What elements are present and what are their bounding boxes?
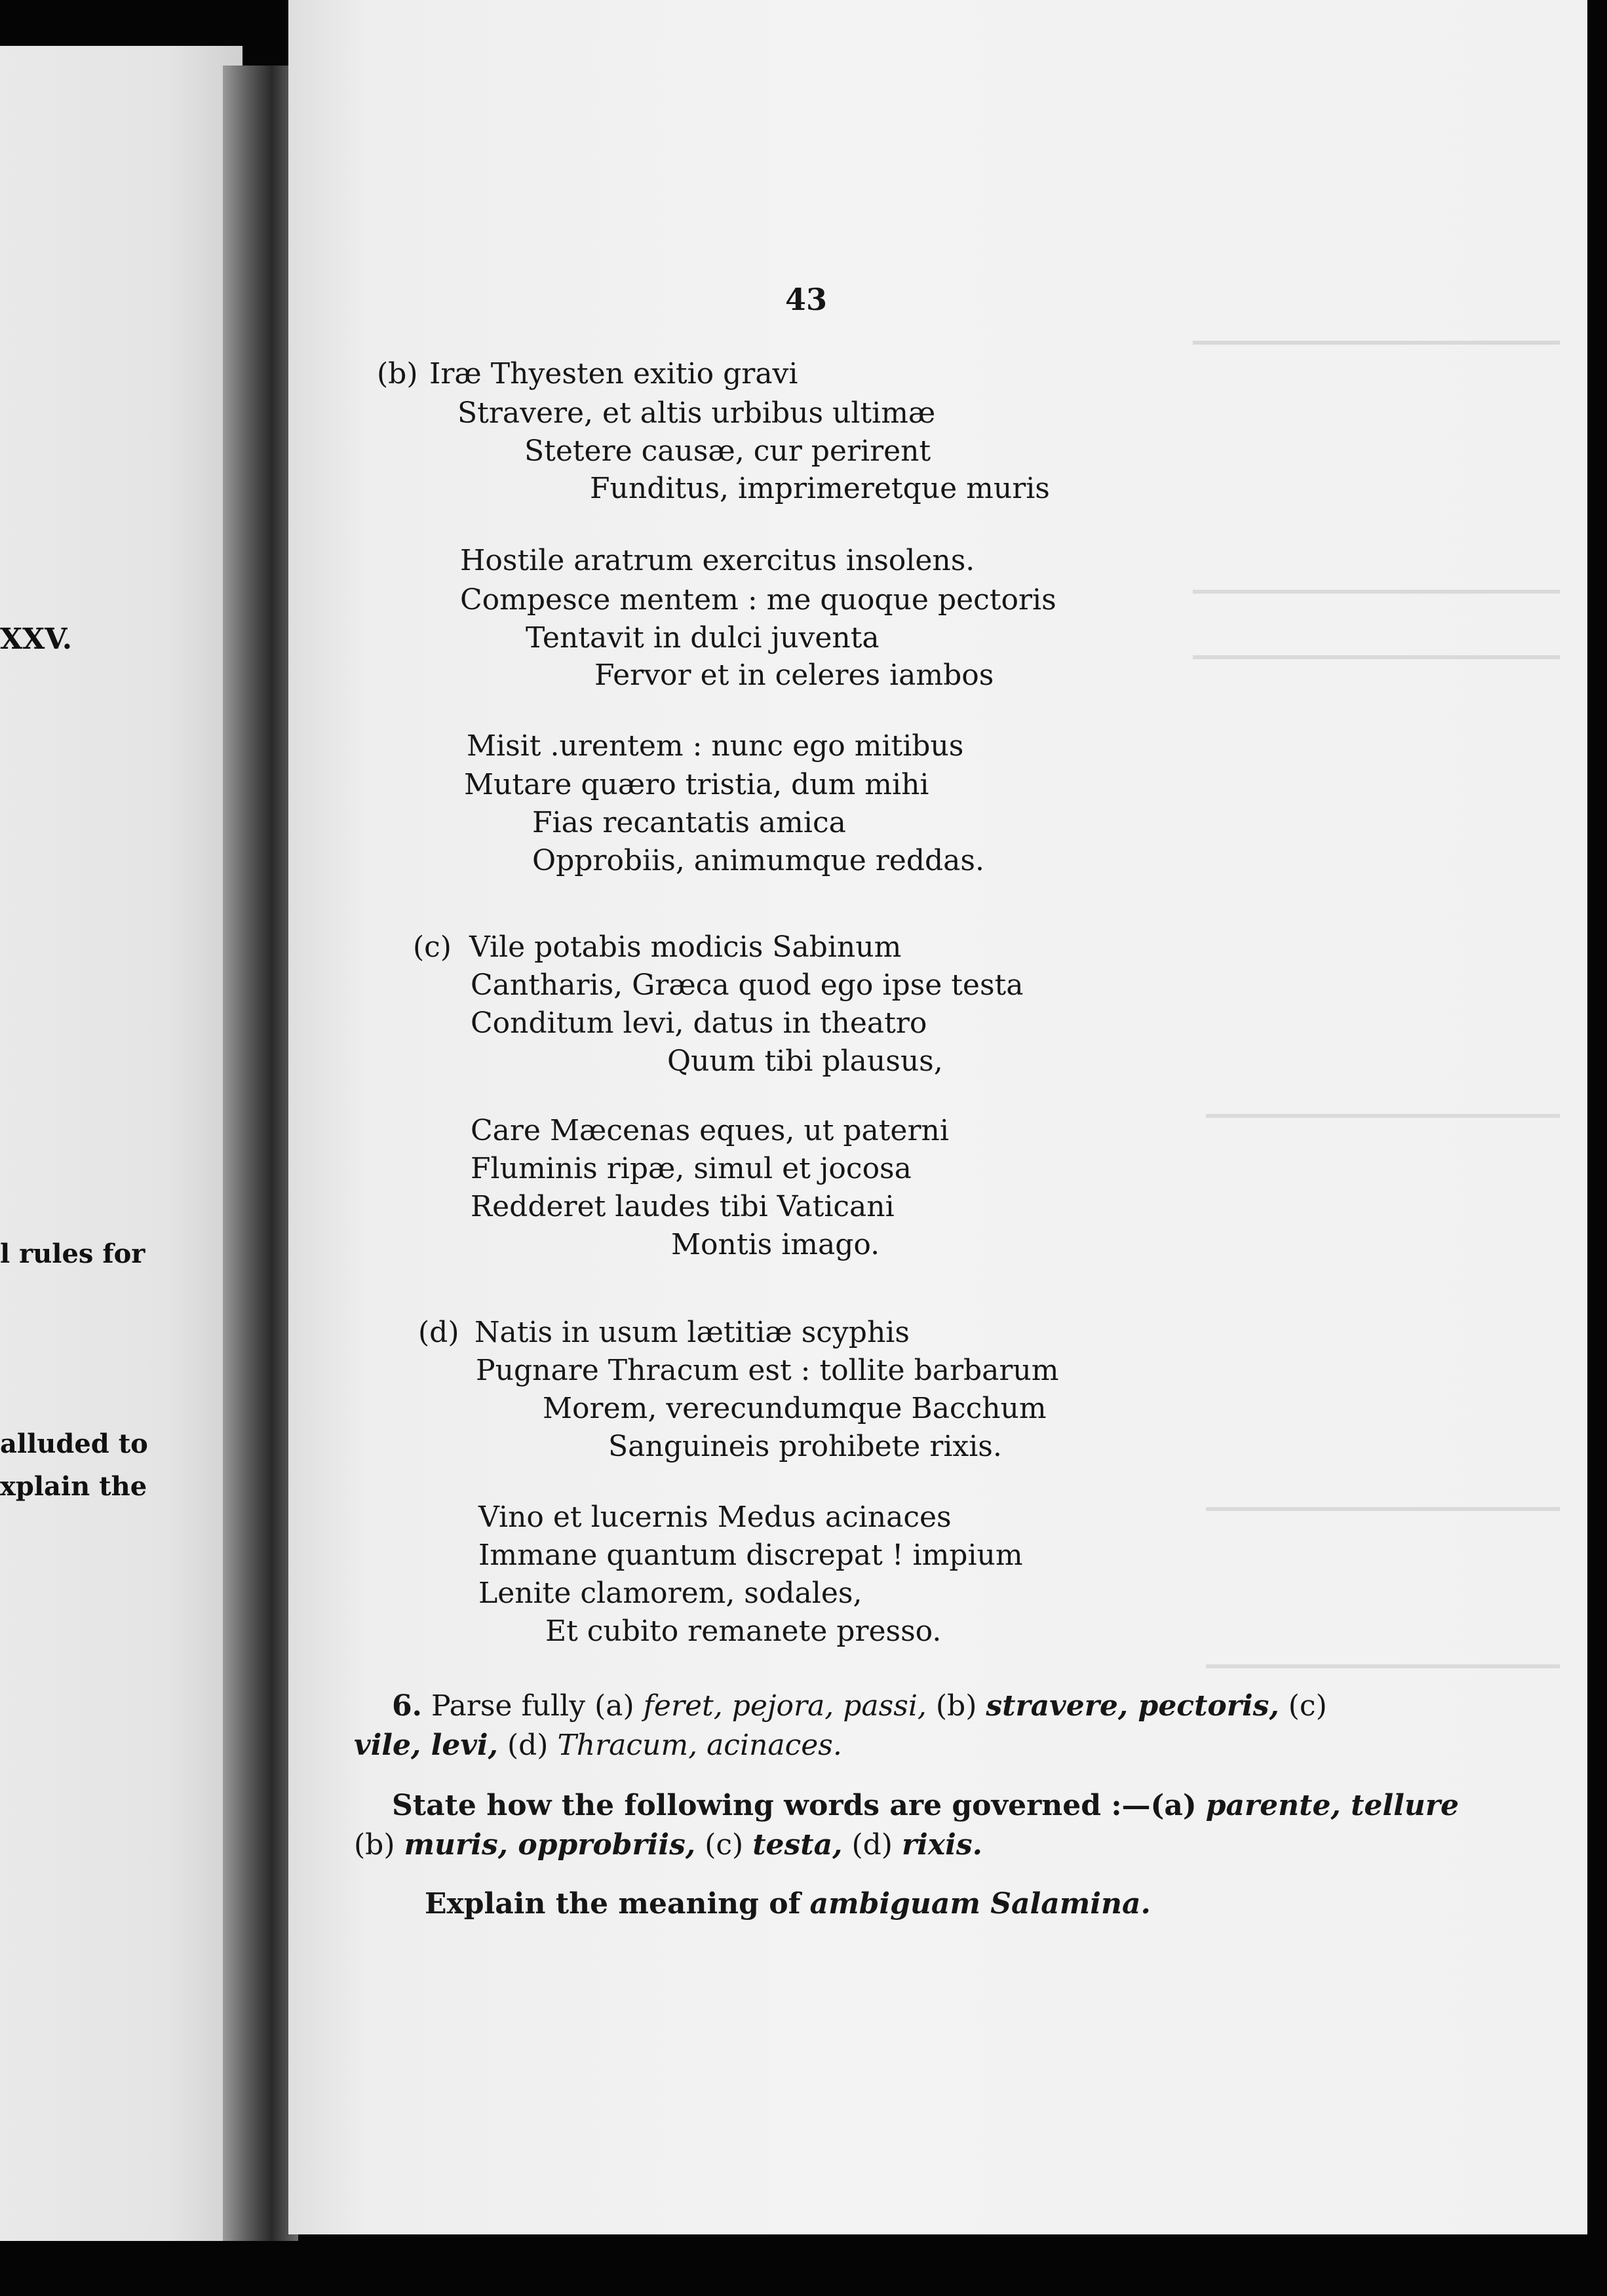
latin-words: feret, pejora, passi, <box>643 1689 927 1723</box>
verse-line: Et cubito remanete presso. <box>545 1615 942 1648</box>
verse-line: Stravere, et altis urbibus ultimæ <box>457 396 936 430</box>
latin-words: Thracum, acinaces. <box>557 1729 842 1762</box>
left-page-fragment: l rules for <box>0 1238 145 1269</box>
verse-line: Sanguineis prohibete rixis. <box>608 1430 1002 1463</box>
option-label: (d) <box>507 1729 549 1762</box>
verse-line: Fias recantatis amica <box>532 806 846 839</box>
latin-words: parente, tellure <box>1205 1789 1460 1822</box>
verse-line: Pugnare Thracum est : tollite barbarum <box>476 1354 1059 1387</box>
verse-line: Cantharis, Græca quod ego ipse testa <box>471 968 1024 1002</box>
verse-line: Opprobiis, animumque reddas. <box>532 844 984 877</box>
verse-line: Misit .urentem : nunc ego mitibus <box>467 729 964 763</box>
verse-line: Mutare quæro tristia, dum mihi <box>464 768 929 801</box>
left-facing-page <box>0 46 242 2241</box>
verse-line: Redderet laudes tibi Vaticani <box>471 1190 895 1223</box>
verse-line: Compesce mentem : me quoque pectoris <box>460 583 1056 617</box>
stanza-label: (c) <box>413 930 452 964</box>
latin-words: ambiguam Salamina. <box>809 1887 1151 1921</box>
question-text: State how the following words are governed :—(a) <box>392 1789 1197 1822</box>
latin-words: vile, levi, <box>354 1729 498 1762</box>
verse-line: Fervor et in celeres iambos <box>594 659 994 692</box>
verse-line: Natis in usum lætitiæ scyphis <box>474 1316 910 1349</box>
verse-line: Fluminis ripæ, simul et jocosa <box>471 1152 912 1185</box>
verse-line: Vile potabis modicis Sabinum <box>469 930 902 964</box>
verse-line: Quum tibi plausus, <box>667 1044 943 1078</box>
question-6-state-line <box>392 1789 1459 1822</box>
page-number: 43 <box>785 282 828 317</box>
verse-line: Hostile aratrum exercitus insolens. <box>460 544 975 577</box>
verse-line: Iræ Thyesten exitio gravi <box>429 357 798 391</box>
question-number: 6. <box>392 1689 422 1723</box>
latin-words: testa, <box>752 1828 843 1862</box>
option-label: (a) <box>594 1689 634 1723</box>
book-gutter <box>223 66 298 2241</box>
option-label: (b) <box>935 1689 977 1723</box>
main-page <box>288 0 1587 2234</box>
left-page-fragment: XXV. <box>0 622 73 656</box>
question-6-parse-line-2 <box>354 1729 842 1762</box>
option-label: (c) <box>705 1828 744 1862</box>
question-6-parse-line <box>392 1689 1327 1723</box>
verse-line: Montis imago. <box>671 1228 880 1261</box>
stanza-label: (b) <box>377 357 418 391</box>
latin-words: stravere, pectoris, <box>986 1689 1279 1723</box>
verse-line: Immane quantum discrepat ! impium <box>478 1539 1023 1572</box>
stanza-label: (d) <box>418 1316 459 1349</box>
question-6-explain-line <box>425 1887 1151 1921</box>
verse-line: Funditus, imprimeretque muris <box>590 472 1050 505</box>
verse-line: Tentavit in dulci juventa <box>526 621 880 655</box>
question-text: Explain the meaning of <box>425 1887 801 1921</box>
option-label: (c) <box>1288 1689 1327 1723</box>
verse-line: Vino et lucernis Medus acinaces <box>478 1501 952 1534</box>
left-page-fragment: xplain the <box>0 1471 147 1502</box>
verse-line: Morem, verecundumque Bacchum <box>543 1392 1047 1425</box>
verse-line: Lenite clamorem, sodales, <box>478 1577 862 1610</box>
verse-line: Care Mæcenas eques, ut paterni <box>471 1114 949 1147</box>
question-6-state-line-2 <box>354 1828 982 1862</box>
verse-line: Conditum levi, datus in theatro <box>471 1006 927 1040</box>
latin-words: rixis. <box>901 1828 982 1862</box>
verse-line: Stetere causæ, cur perirent <box>524 434 931 468</box>
left-page-fragment: alluded to <box>0 1428 148 1459</box>
option-label: (b) <box>354 1828 395 1862</box>
question-text: Parse fully <box>431 1689 586 1723</box>
option-label: (d) <box>851 1828 893 1862</box>
latin-words: muris, opprobriis, <box>404 1828 696 1862</box>
